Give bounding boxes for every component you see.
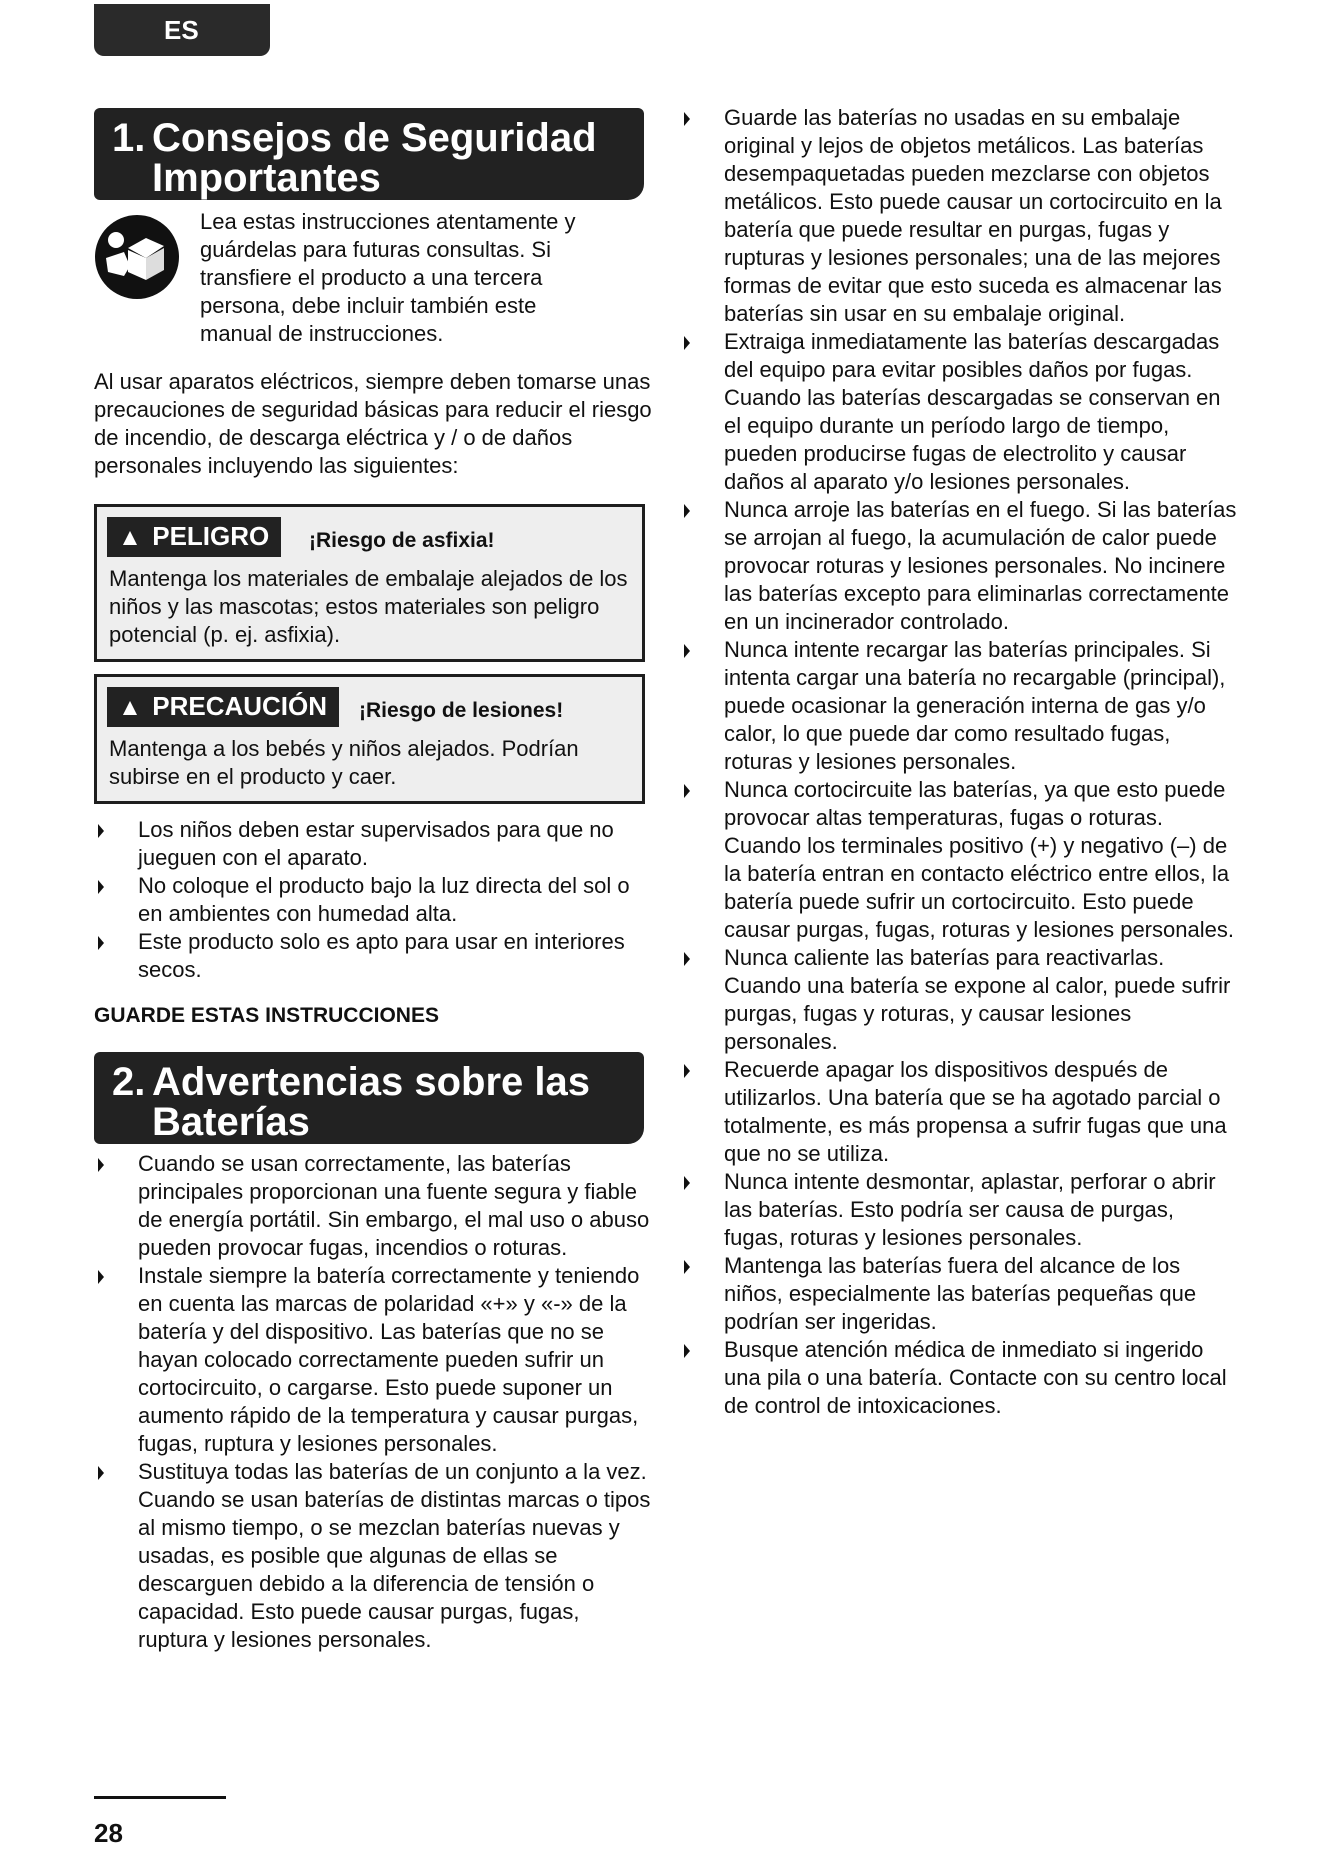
manual-note: Lea estas instrucciones atentamente y guárdelas para futuras consultas. Si transfiere el producto a una tercera persona, debe incluir también este manual de instrucciones.: [200, 209, 576, 346]
section-2-header: [94, 1052, 644, 1144]
bullet-icon: [98, 880, 104, 894]
bullet-icon: [684, 1344, 690, 1358]
list-item: Nunca cortocircuite las baterías, ya que esto puede provocar altas temperaturas, fugas o roturas. Cuando los terminales positivo (+) y negativo (–) de la batería entran en contacto eléctrico entre ellos, la batería puede sufrir un cortocircuito. Esto puede causar purgas, fugas, roturas y lesiones personales.: [680, 776, 1240, 944]
section-2-title-line1: Advertencias sobre las: [152, 1060, 590, 1104]
section-2-title-line2: Baterías: [152, 1100, 310, 1144]
caution-text: Mantenga a los bebés y niños alejados. Podrían subirse en el producto y caer.: [109, 736, 579, 789]
list-item: Nunca intente desmontar, aplastar, perforar o abrir las baterías. Esto podría ser causa de purgas, fugas, roturas y lesiones personales.: [680, 1168, 1240, 1252]
danger-label: [107, 517, 281, 557]
bullet-icon: [98, 1466, 104, 1480]
bullet-icon: [98, 936, 104, 950]
list-item: No coloque el producto bajo la luz directa del sol o en ambientes con humedad alta.: [94, 872, 654, 928]
list-item: Extraiga inmediatamente las baterías descargadas del equipo para evitar posibles daños por fugas. Cuando las baterías descargadas se conservan en el equipo durante un período largo de tiempo, pueden producirse fugas de electrolito y causar daños al aparato y/o lesiones personales.: [680, 328, 1240, 496]
footer-rule: [94, 1796, 226, 1799]
bullet-icon: [98, 1270, 104, 1284]
bullet-icon: [684, 336, 690, 350]
caution-label-text: PRECAUCIÓN: [152, 691, 328, 721]
danger-title: ¡Riesgo de asfixia!: [309, 529, 495, 552]
battery-bullet-list-left: [94, 1150, 654, 1654]
bullet-icon: [98, 1158, 104, 1172]
caution-title: ¡Riesgo de lesiones!: [359, 699, 564, 722]
danger-box: [94, 504, 645, 662]
list-item: Guarde las baterías no usadas en su embalaje original y lejos de objetos metálicos. Las baterías desempaquetadas pueden mezclarse con objetos metálicos. Esto puede causar un cortocircuito en la batería que puede resultar en purgas, fugas y rupturas y lesiones personales; una de las mejores formas de evitar que esto suceda es almacenar las baterías sin usar en su embalaje original.: [680, 104, 1240, 328]
bullet-icon: [684, 784, 690, 798]
bullet-icon: [684, 1176, 690, 1190]
read-manual-icon: [94, 214, 180, 300]
danger-label-text: PELIGRO: [152, 521, 270, 551]
list-item: Los niños deben estar supervisados para que no jueguen con el aparato.: [94, 816, 654, 872]
warning-triangle-icon: ▲: [118, 694, 142, 721]
language-tab: ES: [94, 4, 270, 56]
danger-text: Mantenga los materiales de embalaje alejados de los niños y las mascotas; estos materiales son peligro potencial (p. ej. asfixia).: [109, 566, 628, 647]
bullet-icon: [684, 112, 690, 126]
list-item: Mantenga las baterías fuera del alcance de los niños, especialmente las baterías pequeñas que podrían ser ingeridas.: [680, 1252, 1240, 1336]
bullet-icon: [684, 1260, 690, 1274]
bullet-icon: [684, 1064, 690, 1078]
caution-label: [107, 687, 339, 727]
intro-text: Al usar aparatos eléctricos, siempre deben tomarse unas precauciones de seguridad básicas para reducir el riesgo de incendio, de descarga eléctrica y / o de daños personales incluyendo las siguientes:: [94, 369, 652, 478]
section-1-title-line1: Consejos de Seguridad: [152, 116, 597, 160]
bullet-icon: [98, 824, 104, 838]
bullet-icon: [684, 504, 690, 518]
safety-bullet-list: [94, 816, 654, 984]
section-1-title-line2: Importantes: [152, 156, 381, 200]
list-item: Recuerde apagar los dispositivos después de utilizarlos. Una batería que se ha agotado parcial o totalmente, es más propensa a sufrir fugas que una que no se utiliza.: [680, 1056, 1240, 1168]
battery-bullet-list-right: [680, 104, 1240, 1420]
save-instructions-heading: GUARDE ESTAS INSTRUCCIONES: [94, 1004, 439, 1027]
section-2-number: 2.: [112, 1060, 146, 1104]
bullet-icon: [684, 644, 690, 658]
bullet-icon: [684, 952, 690, 966]
list-item: Nunca caliente las baterías para reactivarlas. Cuando una batería se expone al calor, puede sufrir purgas, fugas y roturas, y causar lesiones personales.: [680, 944, 1240, 1056]
page-number: 28: [94, 1818, 123, 1848]
section-1-header: [94, 108, 644, 200]
list-item: Nunca intente recargar las baterías principales. Si intenta cargar una batería no recargable (principal), puede ocasionar la generación interna de gas y/o calor, lo que puede dar como resultado fugas, roturas y lesiones personales.: [680, 636, 1240, 776]
warning-triangle-icon: ▲: [118, 524, 142, 551]
list-item: Cuando se usan correctamente, las baterías principales proporcionan una fuente segura y fiable de energía portátil. Sin embargo, el mal uso o abuso pueden provocar fugas, incendios o roturas.: [94, 1150, 654, 1262]
list-item: Este producto solo es apto para usar en interiores secos.: [94, 928, 654, 984]
list-item: Sustituya todas las baterías de un conjunto a la vez. Cuando se usan baterías de distintas marcas o tipos al mismo tiempo, o se mezclan baterías nuevas y usadas, es posible que algunas de ellas se descarguen debido a la diferencia de tensión o capacidad. Esto puede causar purgas, fugas, ruptura y lesiones personales.: [94, 1458, 654, 1654]
list-item: Nunca arroje las baterías en el fuego. Si las baterías se arrojan al fuego, la acumulación de calor puede provocar roturas y lesiones personales. No incinere las baterías excepto para eliminarlas correctamente en un incinerador controlado.: [680, 496, 1240, 636]
list-item: Busque atención médica de inmediato si ingerido una pila o una batería. Contacte con su centro local de control de intoxicaciones.: [680, 1336, 1240, 1420]
section-1-number: 1.: [112, 116, 146, 160]
list-item: Instale siempre la batería correctamente y teniendo en cuenta las marcas de polaridad «+» y «-» de la batería y del dispositivo. Las baterías que no se hayan colocado correctamente pueden sufrir un cortocircuito, o cargarse. Esto puede suponer un aumento rápido de la temperatura y causar purgas, fugas, ruptura y lesiones personales.: [94, 1262, 654, 1458]
caution-box: [94, 674, 645, 804]
